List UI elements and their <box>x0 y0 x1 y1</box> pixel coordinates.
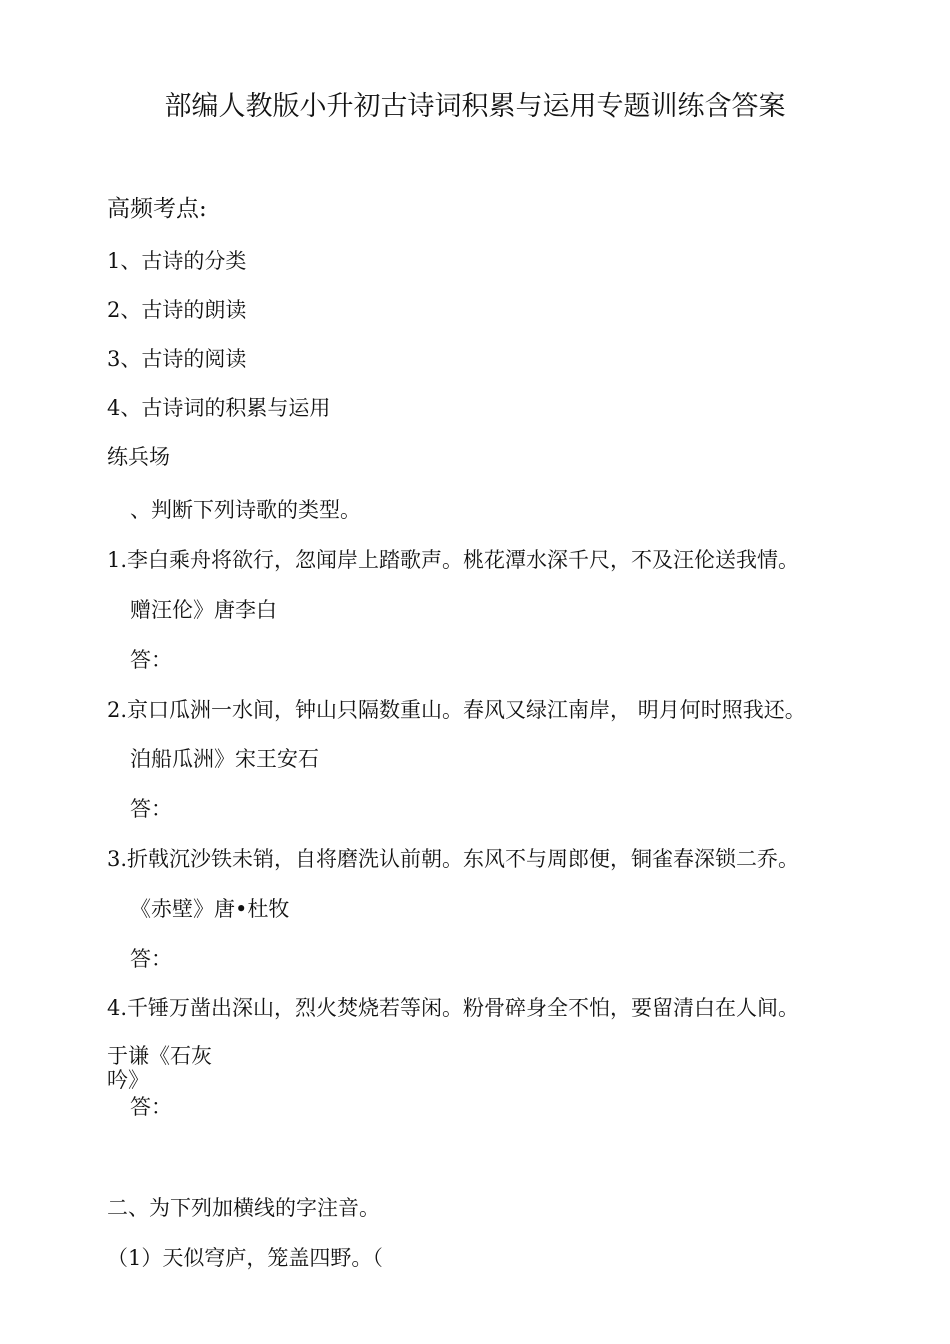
question-source: 《赤壁》唐•杜牧 <box>130 897 290 921</box>
answer-label: 答： <box>130 1095 172 1119</box>
keypoint-item: 2、古诗的朗读 <box>107 298 247 322</box>
practice-heading: 练兵场 <box>107 445 170 469</box>
section2-heading: 二、为下列加横线的字注音。 <box>107 1196 380 1220</box>
keypoint-item: 1、古诗的分类 <box>107 249 247 273</box>
keypoint-item: 4、古诗词的积累与运用 <box>107 396 331 420</box>
question-source: 赠汪伦》唐李白 <box>130 598 277 622</box>
question-text: 1.李白乘舟将欲行，忽闻岸上踏歌声。桃花潭水深千尺，不及汪伦送我情。 <box>107 548 800 572</box>
question-source: 于谦《石灰 <box>107 1044 212 1068</box>
question-text: 4.千锤万凿出深山，烈火焚烧若等闲。粉骨碎身全不怕，要留清白在人间。 <box>107 996 800 1020</box>
answer-label: 答： <box>130 797 172 821</box>
question-source: 吟》 <box>107 1068 149 1092</box>
keypoints-heading: 高频考点: <box>107 196 207 222</box>
question-text: 3.折戟沉沙铁未销，自将磨洗认前朝。东风不与周郎便，铜雀春深锁二乔。 <box>107 847 800 871</box>
question-text: 2.京口瓜洲一水间，钟山只隔数重山。春风又绿江南岸， 明月何时照我还。 <box>107 698 806 722</box>
question-source: 泊船瓜洲》宋王安石 <box>130 747 319 771</box>
document-title: 部编人教版小升初古诗词积累与运用专题训练含答案 <box>164 91 786 122</box>
answer-label: 答： <box>130 648 172 672</box>
keypoint-item: 3、古诗的阅读 <box>107 347 247 371</box>
answer-label: 答： <box>130 947 172 971</box>
section2-item: （1）天似穹庐，笼盖四野。（ <box>107 1246 383 1270</box>
section1-heading: 、判断下列诗歌的类型。 <box>130 498 361 522</box>
